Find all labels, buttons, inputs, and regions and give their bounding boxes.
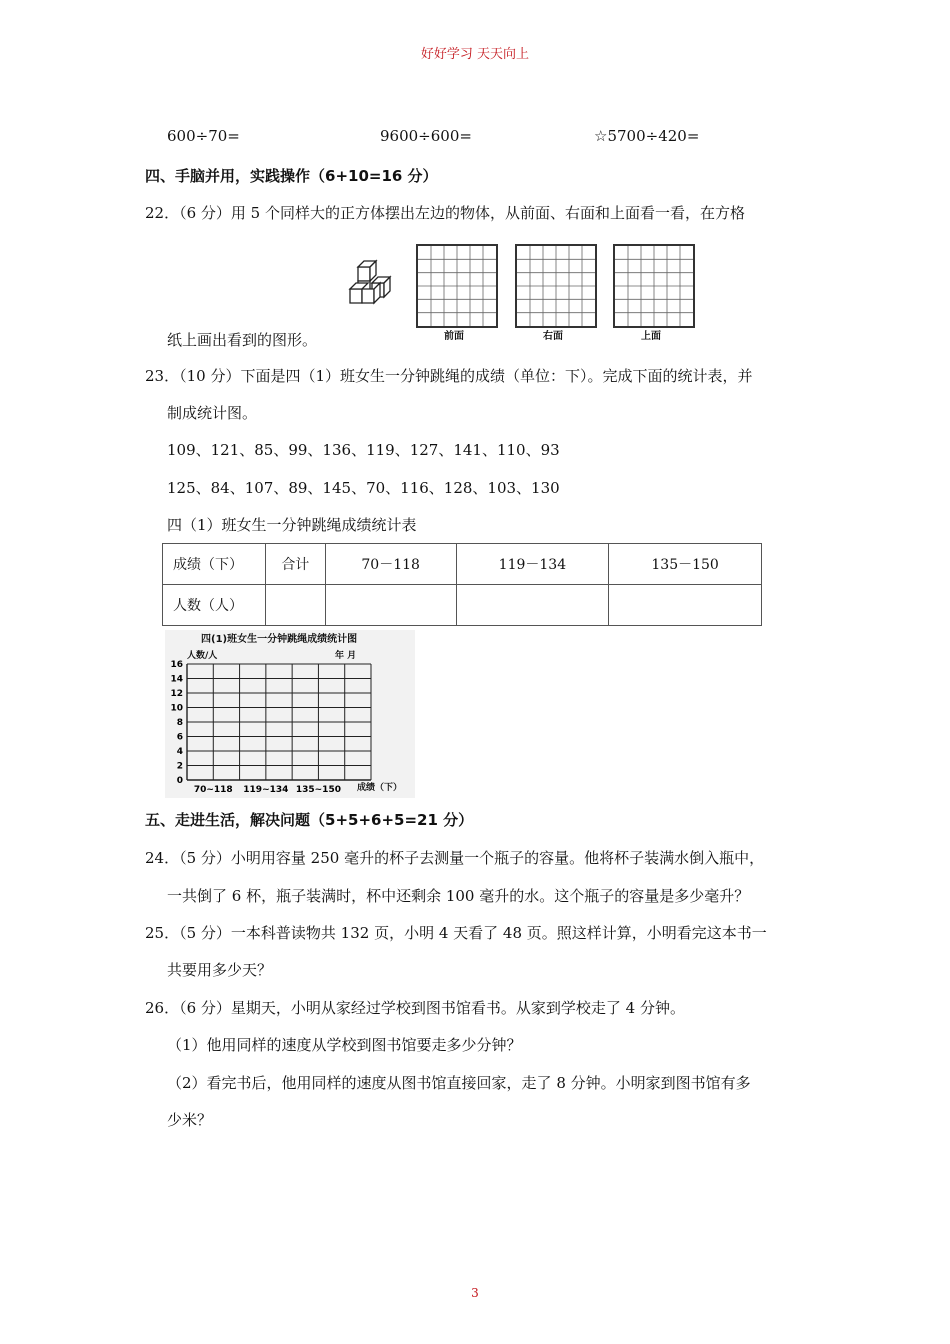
q23-data-line2: 125、84、107、89、145、70、116、128、103、130 [167,479,560,497]
table-cell: 70－118 [325,544,456,585]
calc-item: 9600÷600= [380,127,472,145]
chart-title: 四(1)班女生一分钟跳绳成绩统计图 [201,634,358,645]
chart-x-tick-label: 135~150 [295,785,341,795]
grid-lines [517,246,595,326]
grid-label-right: 右面 [543,331,563,342]
section-4-title: 四、手脑并用，实践操作（6+10=16 分） [145,167,438,185]
calc-item: ☆5700÷420= [594,127,700,145]
q26-sub2-line1: （2）看完书后，他用同样的速度从图书馆直接回家，走了 8 分钟。小明家到图书馆有多 [167,1074,751,1092]
q24-text-line1: 24．（5 分）小明用容量 250 毫升的杯子去测量一个瓶子的容量。他将杯子装满水倒入瓶中， [145,849,765,867]
cube-object-figure [338,255,402,311]
table-row [163,544,762,585]
table-cell: 119－134 [456,544,609,585]
q24-text-line2: 一共倒了 6 杯，瓶子装满时，杯中还剩余 100 毫升的水。这个瓶子的容量是多少毫升？ [167,887,750,905]
grid-lines [615,246,693,326]
section-5-title: 五、走进生活，解决问题（5+5+6+5=21 分） [145,811,474,829]
table-cell: 成绩（下） [163,544,266,585]
bar-chart [165,630,415,798]
chart-date-label: 年 月 [335,651,357,661]
chart-x-axis-label: 成绩（下） [357,783,403,793]
grid-paper-top [613,244,695,328]
chart-y-tick-label: 10 [170,703,183,714]
q22-text-line1: 22．（6 分）用 5 个同样大的正方体摆出左边的物体，从前面、右面和上面看一看，在方格 [145,204,745,222]
chart-y-tick-label: 0 [176,776,183,786]
q23-data-line1: 109、121、85、99、136、119、127、141、110、93 [167,441,560,459]
table-cell-blank[interactable] [265,585,325,626]
table-cell-blank[interactable] [325,585,456,626]
chart-x-tick-label: 119~134 [243,785,289,795]
table-cell-blank[interactable] [609,585,762,626]
q26-sub2-line2: 少米？ [167,1111,213,1129]
table-cell-blank[interactable] [456,585,609,626]
grid-paper-front [416,244,498,328]
q26-sub1: （1）他用同样的速度从学校到图书馆要走多少分钟？ [167,1036,522,1054]
chart-y-tick-label: 2 [176,761,183,772]
q25-text-line2: 共要用多少天？ [167,961,273,979]
q25-text-line1: 25．（5 分）一本科普读物共 132 页，小明 4 天看了 48 页。照这样计算，小明看完这本书一 [145,924,767,942]
q23-text-line2: 制成统计图。 [167,404,258,422]
chart-y-tick-label: 12 [170,689,183,699]
q22-text-line2: 纸上画出看到的图形。 [167,331,318,349]
table-cell: 135－150 [609,544,762,585]
page-number: 3 [471,1286,479,1300]
calc-item: 600÷70= [167,127,240,145]
chart-x-tick-label: 70~118 [193,785,233,795]
grid-label-top: 上面 [641,331,661,342]
table-row [163,585,762,626]
chart-y-tick-label: 8 [176,718,183,728]
page-header-motto: 好好学习 天天向上 [420,47,530,62]
q23-text-line1: 23．（10 分）下面是四（1）班女生一分钟跳绳的成绩（单位：下）。完成下面的统计表，并 [145,367,753,385]
chart-y-tick-label: 6 [176,732,183,743]
grid-lines [418,246,496,326]
q26-text-line1: 26．（6 分）星期天，小明从家经过学校到图书馆看书。从家到学校走了 4 分钟。 [145,999,685,1017]
chart-y-tick-label: 14 [170,674,183,685]
chart-y-tick-label: 16 [170,660,183,670]
chart-y-tick-label: 4 [176,747,183,757]
table-cell: 人数（人） [163,585,266,626]
grid-label-front: 前面 [444,331,464,342]
table-cell: 合计 [265,544,325,585]
stat-table-title: 四（1）班女生一分钟跳绳成绩统计表 [167,516,417,534]
chart-y-axis-label: 人数/人 [187,651,218,661]
stat-table [162,543,762,626]
grid-paper-right [515,244,597,328]
